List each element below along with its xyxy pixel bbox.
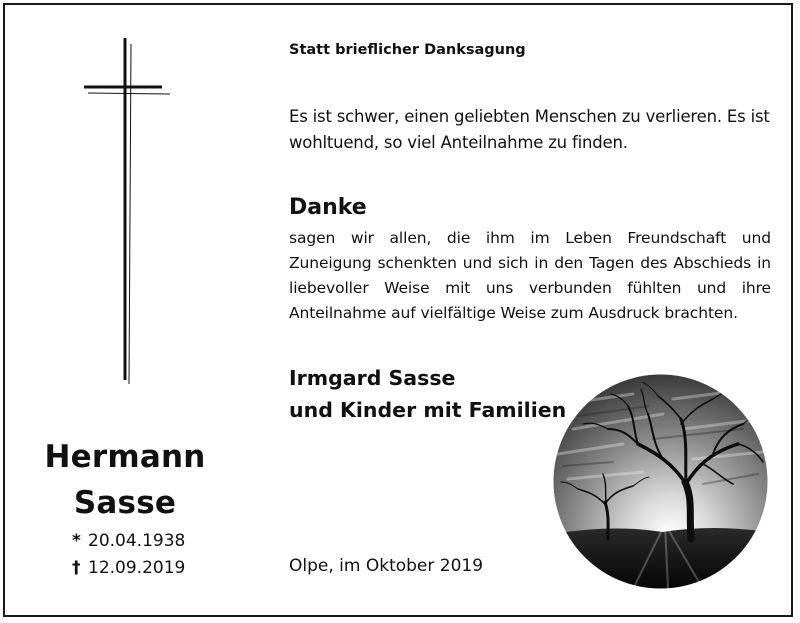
tree-silhouette-photo: [553, 374, 768, 589]
notice-heading: Statt brieflicher Danksagung: [289, 42, 526, 58]
deceased-first-name: Hermann: [44, 439, 206, 475]
intro-text: Es ist schwer, einen geliebten Menschen zu verlieren. Es ist wohltuend, so viel Anteilnahme zu finden.: [289, 107, 770, 152]
death-date-line: [72, 560, 185, 577]
thanks-title: Danke: [289, 195, 367, 220]
signature-line-2: und Kinder mit Familien: [289, 398, 567, 422]
deceased-last-name: Sasse: [73, 485, 177, 521]
signature-line-1: Irmgard Sasse: [289, 366, 456, 390]
thanks-text: sagen wir allen, die ihm im Leben Freundschaft und Zuneigung schenkten und sich in den Tagen des Abschieds in liebevoller Weise mit uns verbunden fühlten und ihre Anteilnahme auf vielfältige Weise zum Ausdruck brachten.: [289, 229, 771, 322]
birth-date: 20.04.1938: [88, 531, 186, 551]
death-symbol: †: [72, 558, 81, 578]
birth-date-line: [72, 533, 185, 550]
birth-symbol: *: [72, 531, 81, 551]
place-date: Olpe, im Oktober 2019: [289, 556, 484, 576]
death-date: 12.09.2019: [88, 558, 186, 578]
